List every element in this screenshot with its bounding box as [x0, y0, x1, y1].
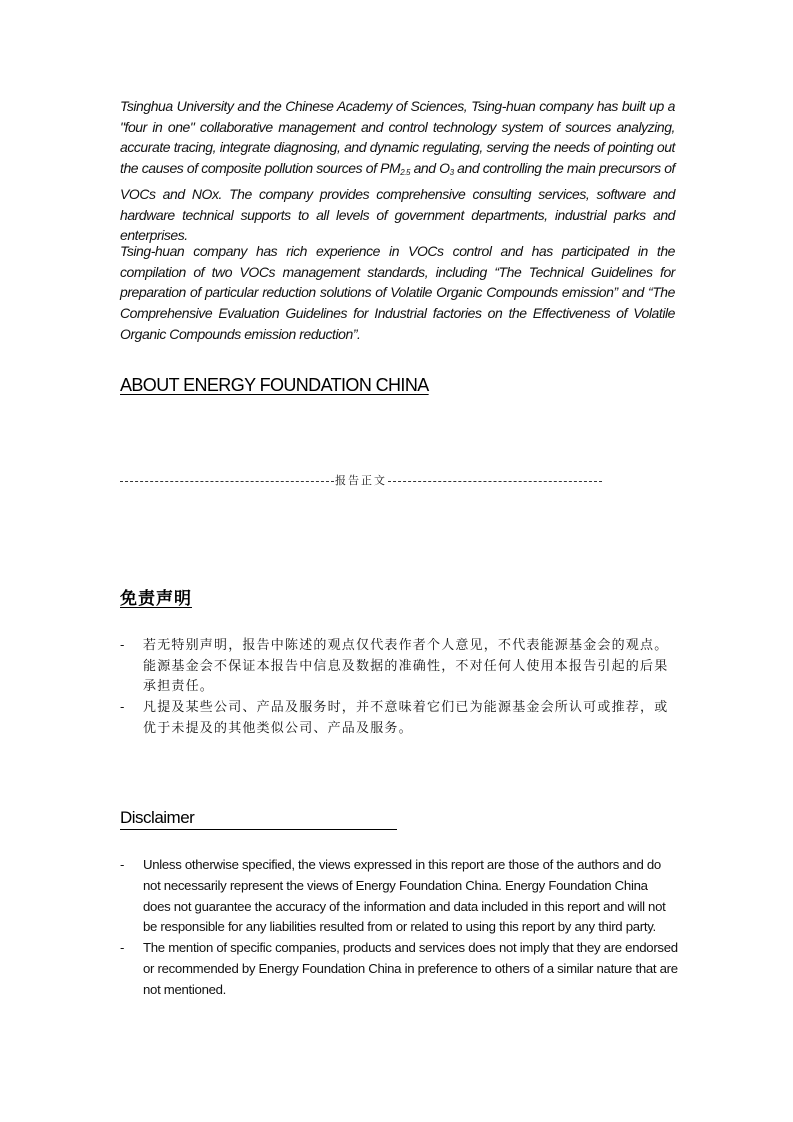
intro-paragraph-1 [120, 96, 675, 246]
list-item [120, 938, 678, 1000]
pm-subscript: 2.5 [400, 168, 410, 178]
list-item-text: 凡提及某些公司、产品及服务时，并不意味着它们已为能源基金会所认可或推荐，或优于未提及的其他类似公司、产品及服务。 [143, 700, 669, 736]
dash-bullet: - [120, 857, 125, 872]
disclaimer-cn-heading: 免责声明 [120, 589, 192, 609]
list-item-text: The mention of specific companies, products and services does not imply that they are endorsed or recommended by Energy Foundation China in preference to others of a similar nature that are not mentioned. [143, 940, 678, 997]
intro-paragraph-2: Tsing-huan company has rich experience in VOCs control and has participated in the compilation of two VOCs management standards, including “The Technical Guidelines for preparation of particular reduction solutions of Volatile Organic Compounds emission” and “The Comprehensive Evaluation Guidelines for Industrial factories on the Effectiveness of Volatile Organic Compounds emission reduction”. [120, 243, 675, 342]
disclaimer-cn-list [120, 636, 678, 740]
dash-bullet: - [120, 700, 126, 716]
disclaimer-en-heading: Disclaimer [120, 807, 397, 830]
intro-text: and controlling the main precursors of VOCs and NOx. The company provides comprehensive consulting services, software and hardware technical supports to all levels of government departments, industrial parks and enterprises. [120, 160, 675, 244]
list-item [120, 698, 678, 739]
divider-line-left [120, 481, 334, 482]
dash-bullet: - [120, 638, 126, 653]
divider-line-right [388, 481, 602, 482]
intro-text: and O [409, 160, 450, 177]
disclaimer-en-list [120, 855, 678, 1001]
report-body-divider [120, 472, 602, 490]
o3-subscript: 3 [449, 168, 454, 178]
intro-text: Tsinghua University and the Chinese Academy of Sciences, Tsing-huan company has built up a "four in one" collaborative management and control technology system of sources analyzing, accurate tracing, integrate diagnosing, and dynamic regulating, serving the needs of pointing out the causes of composite pollution sources of PM [120, 98, 675, 177]
list-item-text: Unless otherwise specified, the views expressed in this report are those of the authors and do not necessarily represent the views of Energy Foundation China. Energy Foundation China does not guarantee the accuracy of the information and data included in this report and will not be responsible for any liabilities resulted from or related to using this report by any third party. [143, 857, 666, 935]
about-heading: ABOUT ENERGY FOUNDATION CHINA [120, 375, 429, 395]
list-item-text: 若无特别声明，报告中陈述的观点仅代表作者个人意见，不代表能源基金会的观点。能源基金会不保证本报告中信息及数据的准确性，不对任何人使用本报告引起的后果承担责任。 [143, 638, 669, 695]
list-item [120, 855, 678, 938]
list-item [120, 636, 678, 698]
dash-bullet: - [120, 940, 125, 956]
divider-label: 报告正文 [335, 474, 387, 487]
